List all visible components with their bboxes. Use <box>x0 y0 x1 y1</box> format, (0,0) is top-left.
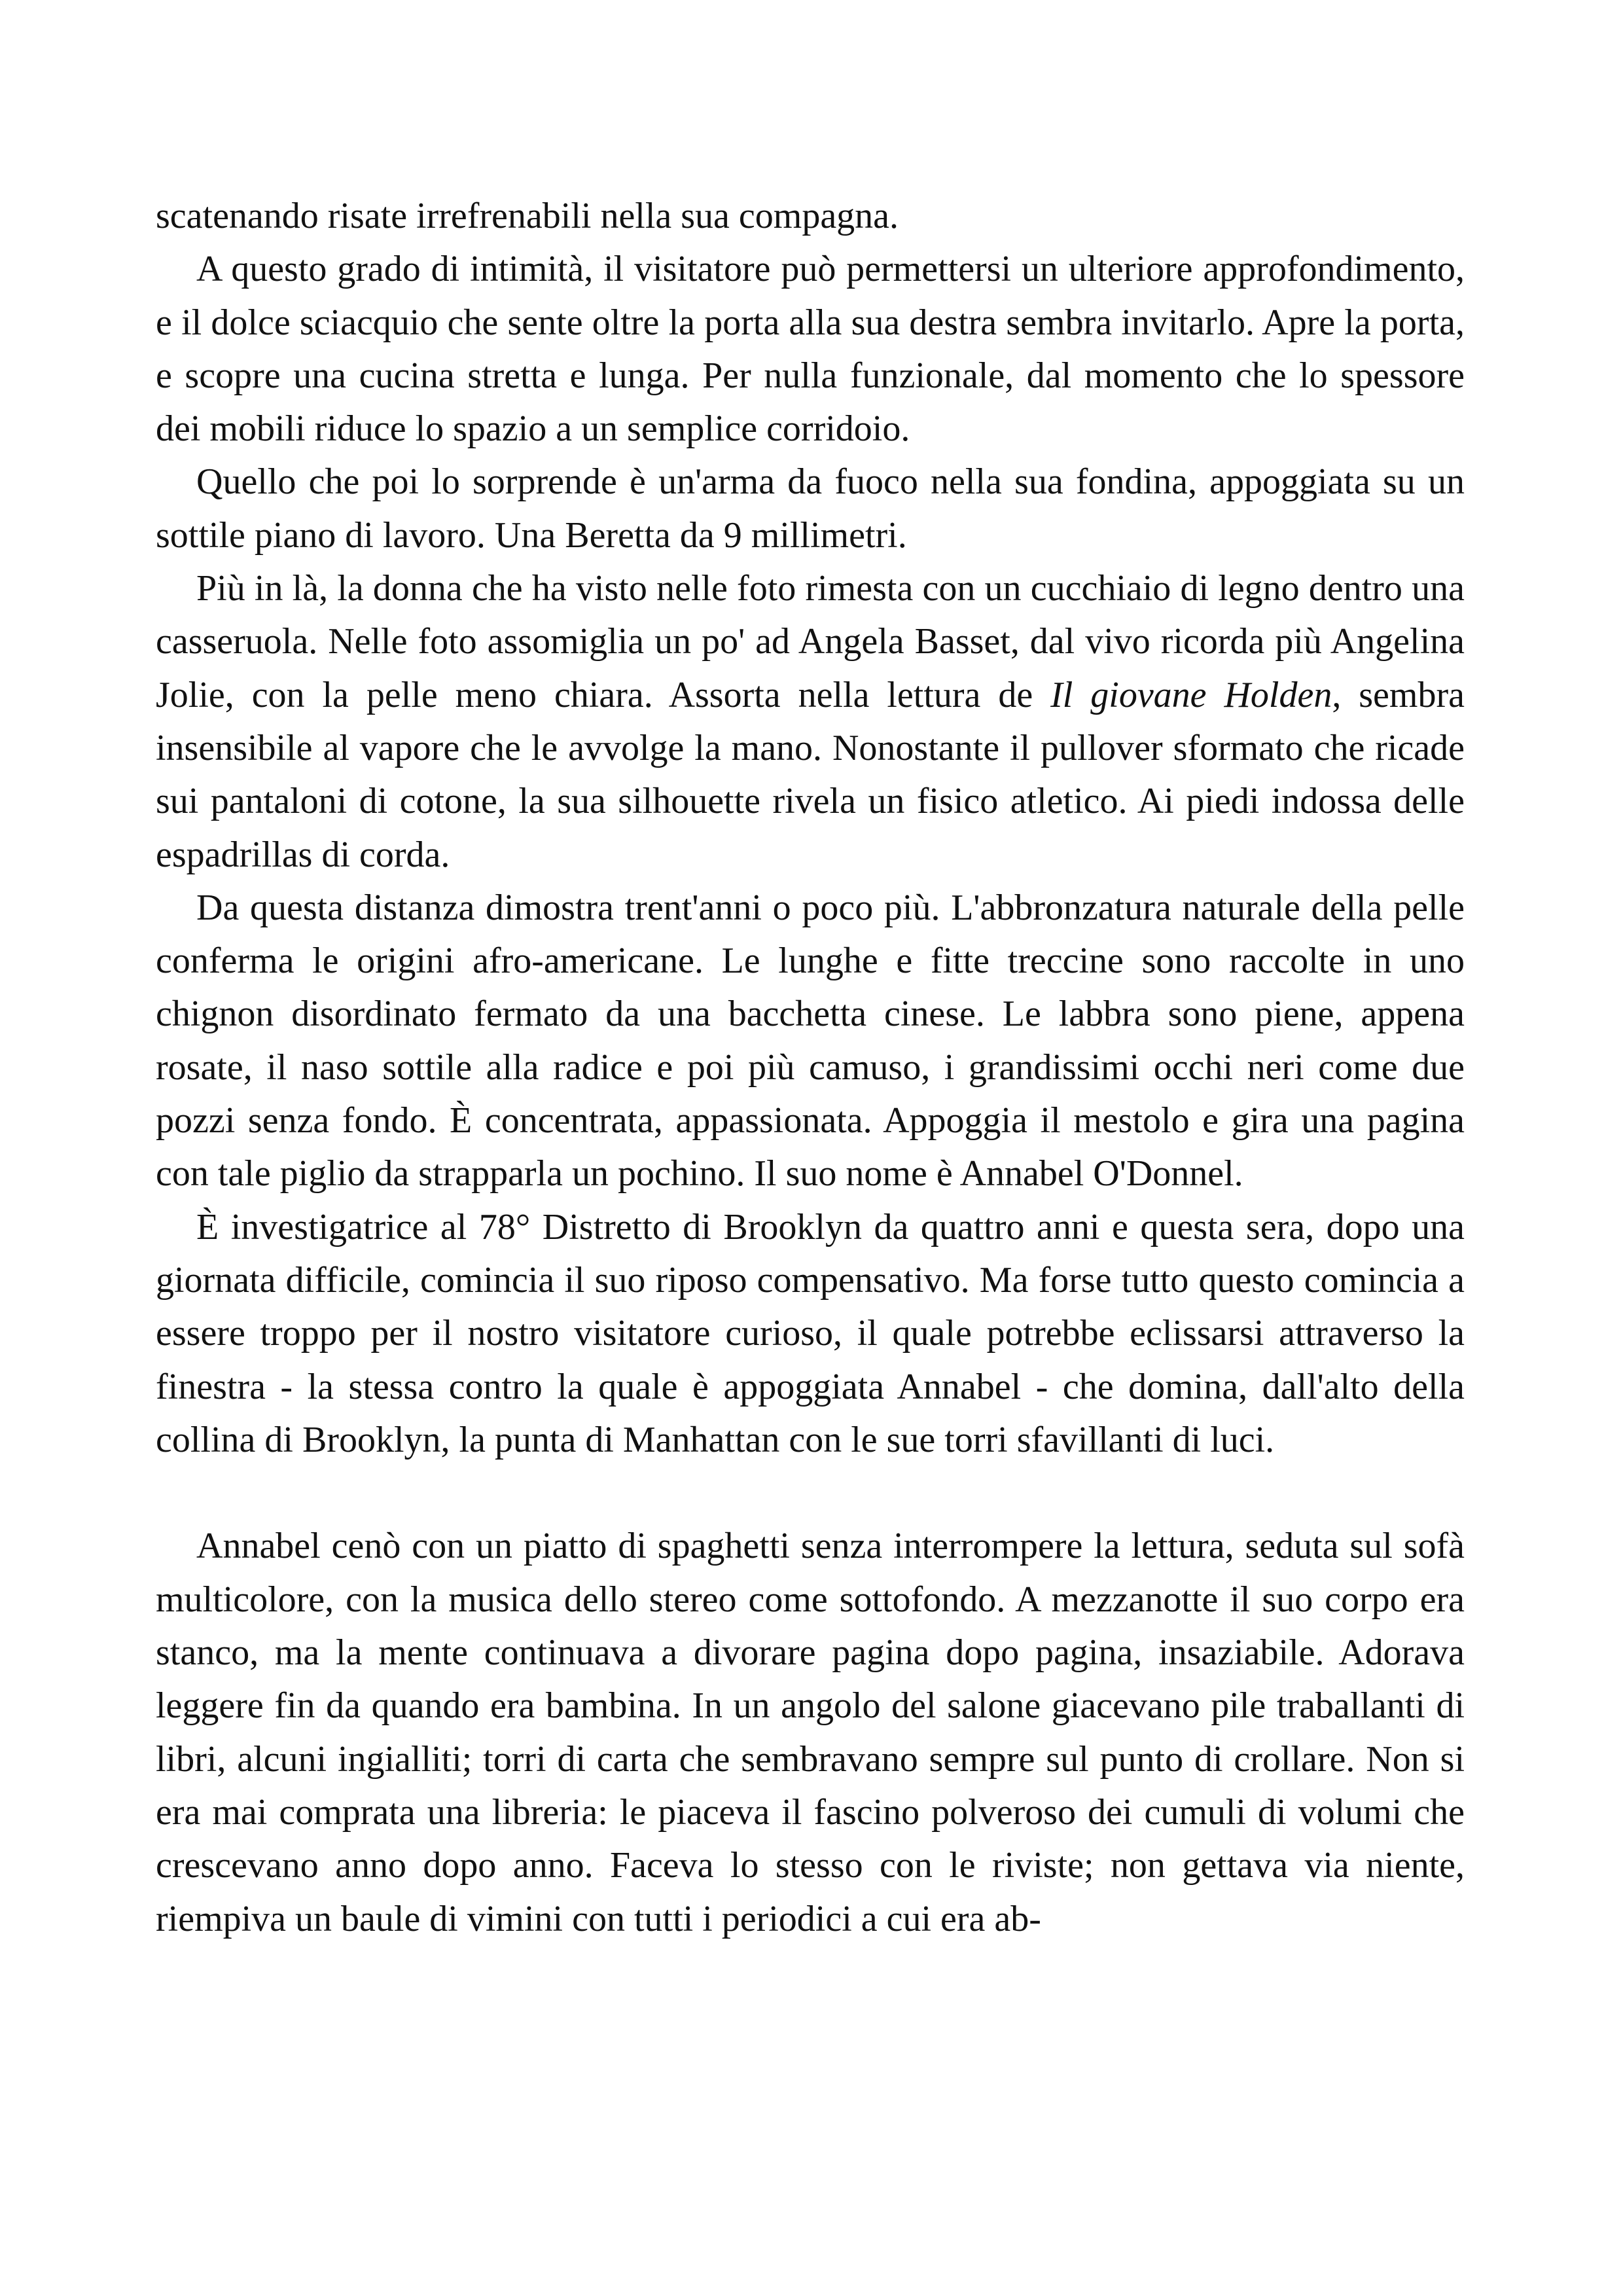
paragraph-woman-reading-start: Più in là, la donna che ha visto nelle foto rimesta con un cucchiaio di legno dentro una casseruola. Nelle foto assomiglia un po' ad Angela Basset, dal vivo ricorda più Angelina Jolie, con la pelle meno chiara. Assorta nella lettura de <box>156 568 1465 715</box>
body-text <box>156 190 1465 1946</box>
paragraph-description: Da questa distanza dimostra trent'anni o poco più. L'abbronzatura naturale della pelle conferma le origini afro-americane. Le lunghe e fitte treccine sono raccolte in uno chignon disordinato fermato da una bacchetta cinese. Le labbra sono piene, appena rosate, il naso sottile alla radice e poi più camuso, i grandissimi occhi neri come due pozzi senza fondo. È concentrata, appassionata. Appoggia il mestolo e gira una pagina con tale piglio da strapparla un pochino. Il suo nome è Annabel O'Donnel. <box>156 887 1465 1194</box>
paragraph-investigator: È investigatrice al 78° Distretto di Brooklyn da quattro anni e questa sera, dopo una giornata difficile, comincia il suo riposo compensativo. Ma forse tutto questo comincia a essere troppo per il nostro visitatore curioso, il quale potrebbe eclissarsi attraverso la finestra - la stessa contro la quale è appoggiata Annabel - che domina, dall'alto della collina di Brooklyn, la punta di Manhattan con le sue torri sfavillanti di luci. <box>156 1206 1465 1460</box>
paragraph-woman-reading-end: , sembra insensibile al vapore che le avvolge la mano. Nonostante il pullover sformato che ricade sui pantaloni di cotone, la sua silhouette rivela un fisico atletico. Ai piedi indossa delle espadrillas di corda. <box>156 674 1465 875</box>
book-title-italic: Il giovane Holden <box>1050 674 1332 715</box>
paragraph-visitor-kitchen: A questo grado di intimità, il visitatore può permettersi un ulteriore approfondimento, e il dolce sciacquio che sente oltre la porta alla sua destra sembra invitarlo. Apre la porta, e scopre una cucina stretta e lunga. Per nulla funzionale, dal momento che lo spessore dei mobili riduce lo spazio a un semplice corridoio. <box>156 249 1465 450</box>
paragraph-continuation: scatenando risate irrefrenabili nella sua compagna. <box>156 196 899 236</box>
paragraph-annabel-dinner: Annabel cenò con un piatto di spaghetti senza interrompere la lettura, seduta sul sofà multicolore, con la musica dello stereo come sottofondo. A mezzanotte il suo corpo era stanco, ma la mente continuava a divorare pagina dopo pagina, insaziabile. Adorava leggere fin da quando era bambina. In un angolo del salone giacevano pile traballanti di libri, alcuni ingialliti; torri di carta che sembravano sempre sul punto di crollare. Non si era mai comprata una libreria: le piaceva il fascino polveroso dei cumuli di volumi che crescevano anno dopo anno. Faceva lo stesso con le riviste; non gettava via niente, riempiva un baule di vimini con tutti i periodici a cui era ab- <box>156 1526 1465 1939</box>
paragraph-woman-reading <box>156 562 1465 882</box>
paragraph-beretta: Quello che poi lo sorprende è un'arma da fuoco nella sua fondina, appoggiata su un sottile piano di lavoro. Una Beretta da 9 millimetri. <box>156 461 1465 556</box>
